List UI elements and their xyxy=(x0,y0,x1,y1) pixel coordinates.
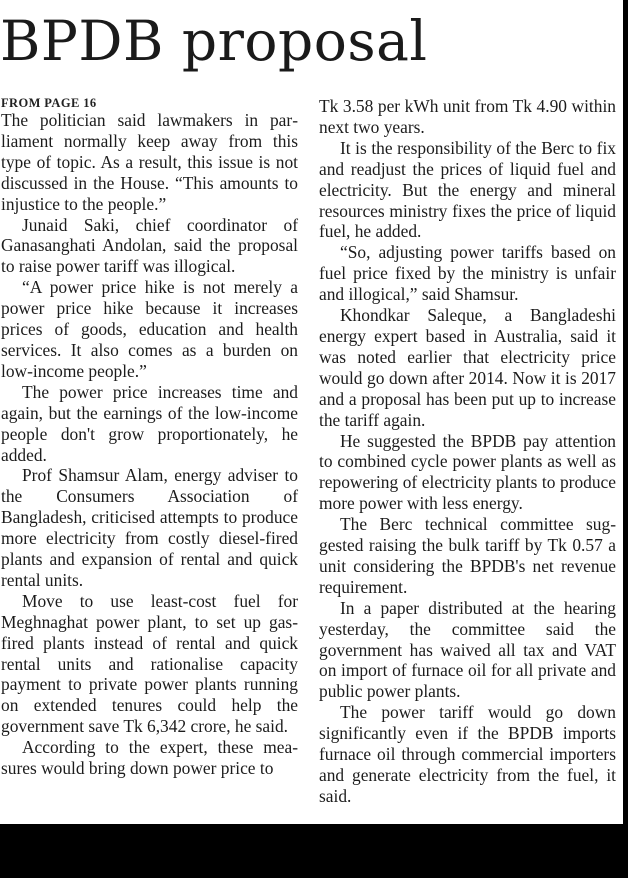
paragraph: According to the expert, these measures would bring down power price to xyxy=(1,737,298,779)
scan-border xyxy=(0,824,628,878)
scan-edge xyxy=(623,0,628,824)
paragraph: The politician said lawmakers in parliament normally keep away from this type of topic. As a result, this issue is not discussed in the House. “This amounts to injustice to the people.” xyxy=(1,110,298,214)
paragraph: He suggested the BPDB pay attention to combined cycle power plants as well as repowering of electricity plants to produce more power with less energy. xyxy=(319,430,616,514)
paragraph: The power price increases time and again, but the earnings of the low-income people don't grow proportionately, he added. xyxy=(1,381,298,465)
headline: BPDB proposal xyxy=(0,9,428,73)
paragraph: In a paper distributed at the hearing yesterday, the committee said the government has waived all tax and VAT on import of furnace oil for all private and public power plants. xyxy=(319,597,616,702)
paragraph: Tk 3.58 per kWh unit from Tk 4.90 within next two years. xyxy=(319,96,616,137)
paragraph: Khondkar Saleque, a Bangladeshi energy expert based in Australia, said it was noted earlier that electricity price would go down after 2014. Now it is 2017 and a proposal has been put up to increase the tariff again. xyxy=(319,305,616,430)
paragraph: Junaid Saki, chief coordinator of Ganasanghati Andolan, said the proposal to raise power tariff was illogical. xyxy=(1,214,298,277)
paragraph: “So, adjusting power tariffs based on fuel price fixed by the ministry is unfair and illogical,” said Shamsur. xyxy=(319,242,616,305)
paragraph: The Berc technical committee suggested raising the bulk tariff by Tk 0.57 a unit considering the BPDB's net revenue requirement. xyxy=(319,514,616,597)
paragraph: It is the responsibility of the Berc to fix and readjust the prices of liquid fuel and electricity. But the energy and mineral resources ministry fixes the price of liquid fuel, he added. xyxy=(319,137,616,242)
article-column-right xyxy=(319,96,616,807)
article-column-left xyxy=(1,96,298,779)
paragraph: Move to use least-cost fuel for Meghnaghat power plant, to set up gas-fired plants instead of rental and quick rental units and rationalise capacity payment to private power plants running on extended tenures could help the government save Tk 6,342 crore, he said. xyxy=(1,590,298,737)
paragraph: The power tariff would go down significantly even if the BPDB imports furnace oil through commercial importers and generate electricity from the fuel, it said. xyxy=(319,702,616,806)
paragraph: Prof Shamsur Alam, energy adviser to the Consumers Association of Bangladesh, criticised attempts to produce more electricity from costly diesel-fired plants and expansion of rental and quick rental units. xyxy=(1,465,298,590)
jump-line: FROM PAGE 16 xyxy=(1,96,97,110)
paragraph: “A power price hike is not merely a power price hike because it increases prices of goods, education and health services. It also comes as a burden on low-income people.” xyxy=(1,277,298,381)
